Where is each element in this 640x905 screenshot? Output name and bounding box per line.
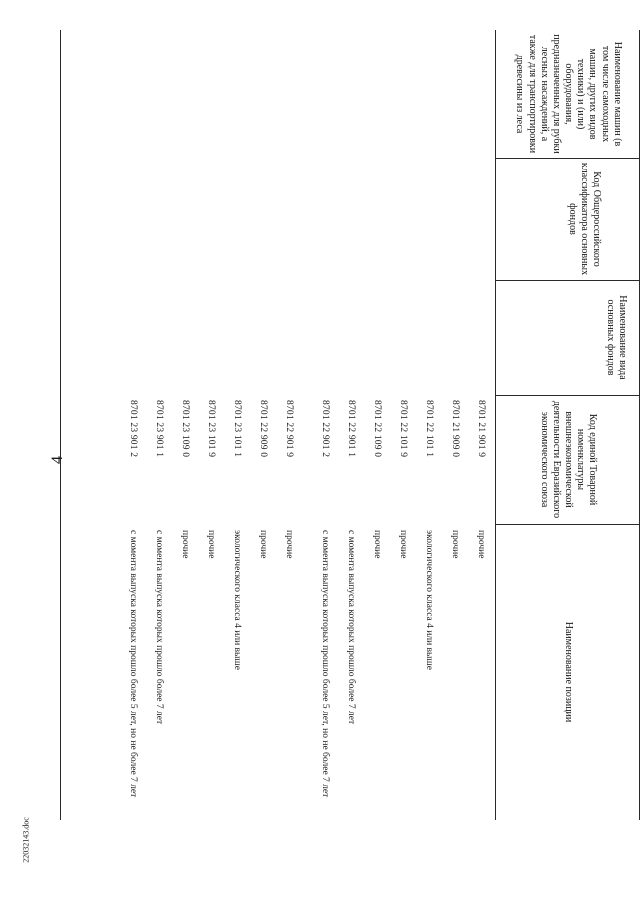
tnved-code: 8701 23 109 0	[180, 400, 190, 458]
table-row	[166, 30, 194, 820]
table-row	[358, 30, 386, 820]
position-name: с момента выпуска которых прошло более 5 лет, но не более 7 лет	[320, 530, 330, 798]
tnved-code: 8701 23 901 2	[128, 400, 138, 458]
header-machine-name: Наименование машин (в том числе самоходных машин, других видов техники) и (или) оборудования, предназначенных для рубки лесных насаждений, а также для транспортировки древесины из леса	[514, 34, 623, 154]
table-row	[244, 30, 272, 820]
position-name: с момента выпуска которых прошло более 5 лет, но не более 7 лет	[128, 530, 138, 798]
position-name: прочие	[372, 530, 382, 559]
tnved-code: 8701 22 109 0	[372, 400, 382, 458]
tnved-code: 8701 22 901 9	[284, 400, 294, 458]
header-position-name: Наименование позиции	[563, 621, 575, 723]
table-row	[384, 30, 412, 820]
table-row	[140, 30, 168, 820]
position-name: прочие	[476, 530, 486, 559]
position-name: прочие	[180, 530, 190, 559]
position-name: прочие	[398, 530, 408, 559]
tnved-code: 8701 23 101 1	[232, 400, 242, 458]
position-name: прочие	[258, 530, 268, 559]
rotated-table	[60, 0, 640, 820]
header-tnved-code: Код единой Товарной номенклатуры внешнеэкономической деятельности Евразийского экономического союза	[538, 400, 599, 519]
tnved-code: 8701 22 101 9	[398, 400, 408, 458]
tnved-code: 8701 22 101 1	[424, 400, 434, 458]
table-row	[462, 30, 490, 820]
position-name: экологического класса 4 или выше	[232, 530, 242, 670]
position-name: прочие	[450, 530, 460, 559]
position-name: с момента выпуска которых прошло более 7 лет	[346, 530, 356, 725]
positions-table	[60, 30, 640, 820]
position-name: с момента выпуска которых прошло более 7 лет	[154, 530, 164, 725]
table-row	[332, 30, 360, 820]
document-file-id: 22032143.doc	[21, 817, 31, 863]
position-name: экологического класса 4 или выше	[424, 530, 434, 670]
table-row	[270, 30, 298, 820]
table-bottom-border	[60, 30, 61, 820]
header-fund-type: Наименование вида основных фондов	[604, 295, 628, 380]
tnved-code: 8701 21 909 0	[450, 400, 460, 458]
tnved-code: 8701 22 901 1	[346, 400, 356, 458]
tnved-code: 8701 21 901 9	[476, 400, 486, 458]
header-okof-code: Код Общероссийского классификатора основных фондов	[566, 162, 602, 276]
position-name: прочие	[206, 530, 216, 559]
tnved-code: 8701 23 901 1	[154, 400, 164, 458]
tnved-code: 8701 22 901 2	[320, 400, 330, 458]
table-row	[436, 30, 464, 820]
table-row	[306, 30, 334, 820]
page-number: 4	[49, 456, 66, 464]
tnved-code: 8701 22 909 0	[258, 400, 268, 458]
table-row	[410, 30, 438, 820]
position-name: прочие	[284, 530, 294, 559]
table-row	[218, 30, 246, 820]
tnved-code: 8701 23 101 9	[206, 400, 216, 458]
table-row	[114, 30, 142, 820]
table-row	[192, 30, 220, 820]
